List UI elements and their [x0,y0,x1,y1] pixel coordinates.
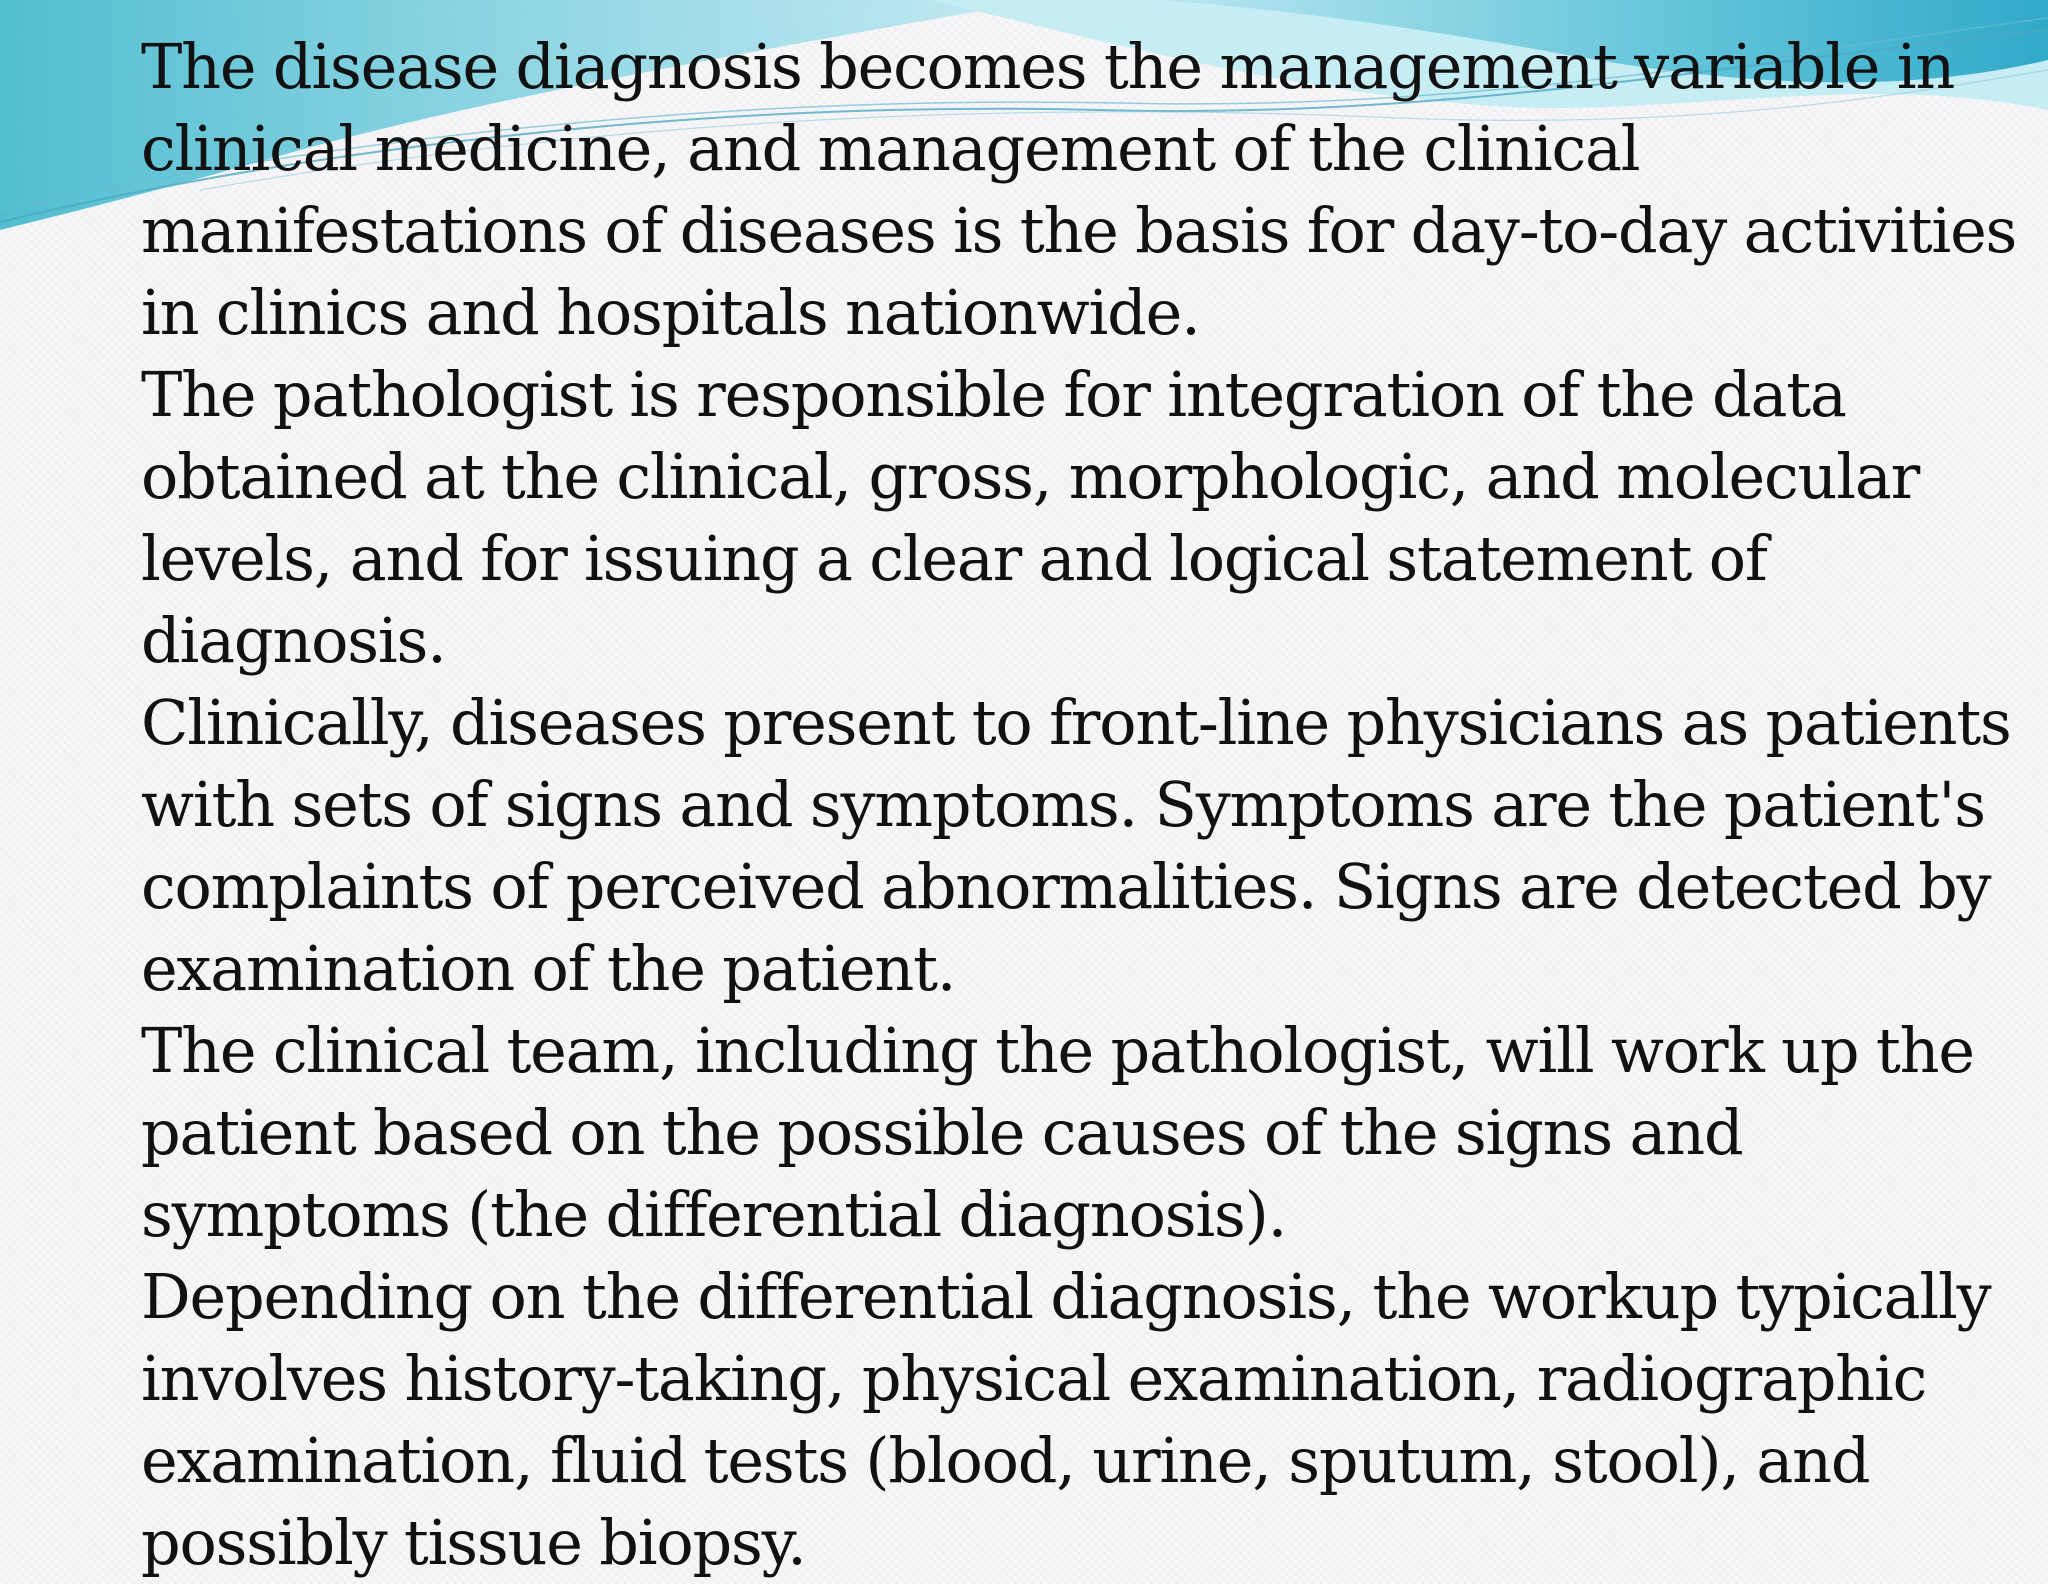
paragraph-diagnosis-management: The disease diagnosis becomes the management variable in clinical medicine, and management of the clinical manifestations of diseases is the basis for day-to-day activities in clinics and hospitals nationwide. [141,30,2017,349]
paragraph-pathologist-role: The pathologist is responsible for integration of the data obtained at the clinical, gross, morphologic, and molecular levels, and for issuing a clear and logical statement of diagnosis. [141,358,1920,677]
slide-body [141,26,2021,1584]
paragraph-workup-components: Depending on the differential diagnosis, the workup typically involves history-taking, physical examination, radiographic examination, fluid tests (blood, urine, sputum, stool), and possibly tissue biopsy. [141,1260,1991,1579]
paragraph-signs-and-symptoms: Clinically, diseases present to front-line physicians as patients with sets of signs and symptoms. Symptoms are the patient's complaints of perceived abnormalities. Signs are detected by examination of the patient. [141,686,2011,1005]
paragraph-clinical-team-workup: The clinical team, including the pathologist, will work up the patient based on the possible causes of the signs and symptoms (the differential diagnosis). [141,1014,1974,1251]
